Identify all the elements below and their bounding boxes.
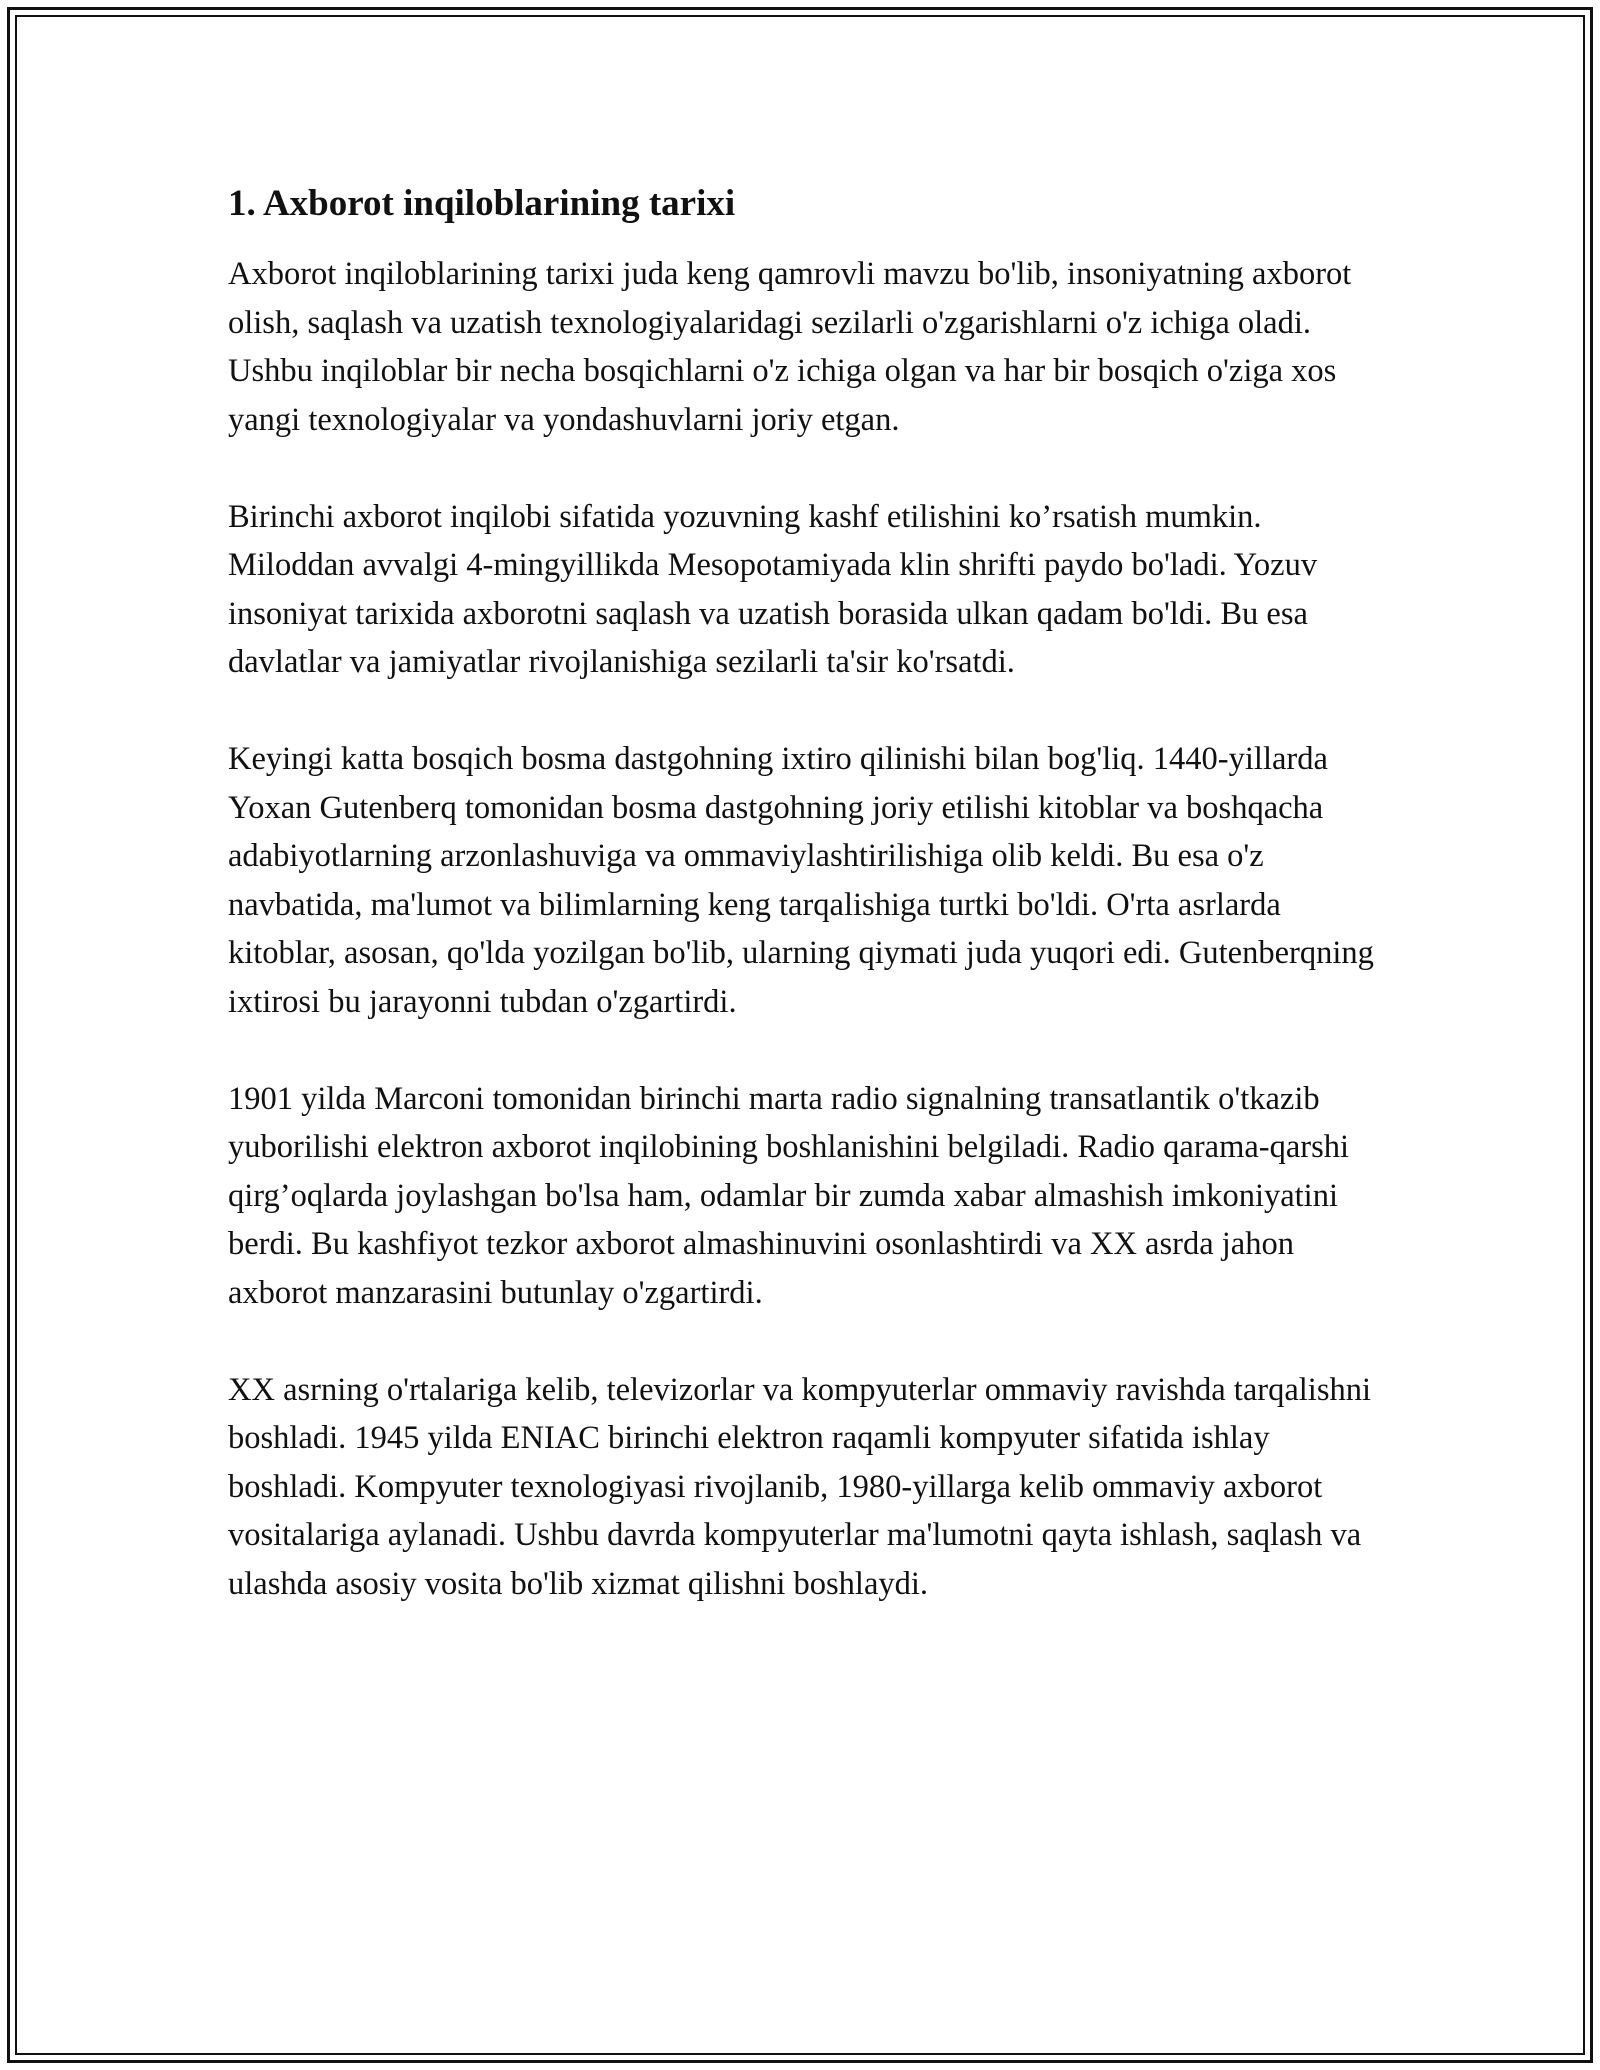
paragraph-computers: XX asrning o'rtalariga kelib, televizorlar va kompyuterlar ommaviy ravishda tarqalishni boshladi. 1945 yilda ENIAC birinchi elektron raqamli kompyuter sifatida ishlay boshladi. Kompyuter texnologiyasi rivojlanib, 1980-yillarga kelib ommaviy axborot vositalariga aylanadi. Ushbu davrda kompyuterlar ma'lumotni qayta ishlash, saqlash va ulashda asosiy vosita bo'lib xizmat qilishni boshlaydi.	[228, 1371, 1371, 1602]
paragraph-writing-history: Axborot inqiloblarining tarixi juda keng qamrovli mavzu bo'lib, insoniyatning axborot olish, saqlash va uzatish texnologiyalaridagi sezilarli o'zgarishlarni o'z ichiga oladi. Ushbu inqiloblar bir necha bosqichlarni o'z ichiga olgan va har bir bosqich o'ziga xos yangi texnologiyalar va yondashuvlarni joriy etgan.	[228, 256, 1352, 438]
paragraph-printing-press: Keyingi katta bosqich bosma dastgohning ixtiro qilinishi bilan bog'liq. 1440-yillarda Yoxan Gutenberq tomonidan bosma dastgohning joriy etilishi kitoblar va boshqacha adabiyotlarning arzonlashuviga va ommaviylashtirilishiga olib keldi. Bu esa o'z navbatida, ma'lumot va bilimlarning keng tarqalishiga turtki bo'ldi. O'rta asrlarda kitoblar, asosan, qo'lda yozilgan bo'lib, ularning qiymati juda yuqori edi. Gutenberqning ixtirosi bu jarayonni tubdan o'zgartirdi.	[228, 741, 1374, 1020]
document-title: 1. Axborot inqiloblarining tarixi	[228, 183, 736, 224]
document-content	[228, 180, 1378, 1657]
paragraph-first-revolution: Birinchi axborot inqilobi sifatida yozuvning kashf etilishini ko’rsatish mumkin. Miloddan avvalgi 4-mingyillikda Mesopotamiyada klin shrifti paydo bo'ladi. Yozuv insoniyat tarixida axborotni saqlash va uzatish borasida ulkan qadam bo'ldi. Bu esa davlatlar va jamiyatlar rivojlanishiga sezilarli ta'sir ko'rsatdi.	[228, 498, 1318, 680]
paragraph-radio: 1901 yilda Marconi tomonidan birinchi marta radio signalning transatlantik o'tkazib yuborilishi elektron axborot inqilobining boshlanishini belgiladi. Radio qarama-qarshi qirg’oqlarda joylashgan bo'lsa ham, odamlar bir zumda xabar almashish imkoniyatini berdi. Bu kashfiyot tezkor axborot almashinuvini osonlashtirdi va XX asrda jahon axborot manzarasini butunlay o'zgartirdi.	[228, 1080, 1350, 1311]
